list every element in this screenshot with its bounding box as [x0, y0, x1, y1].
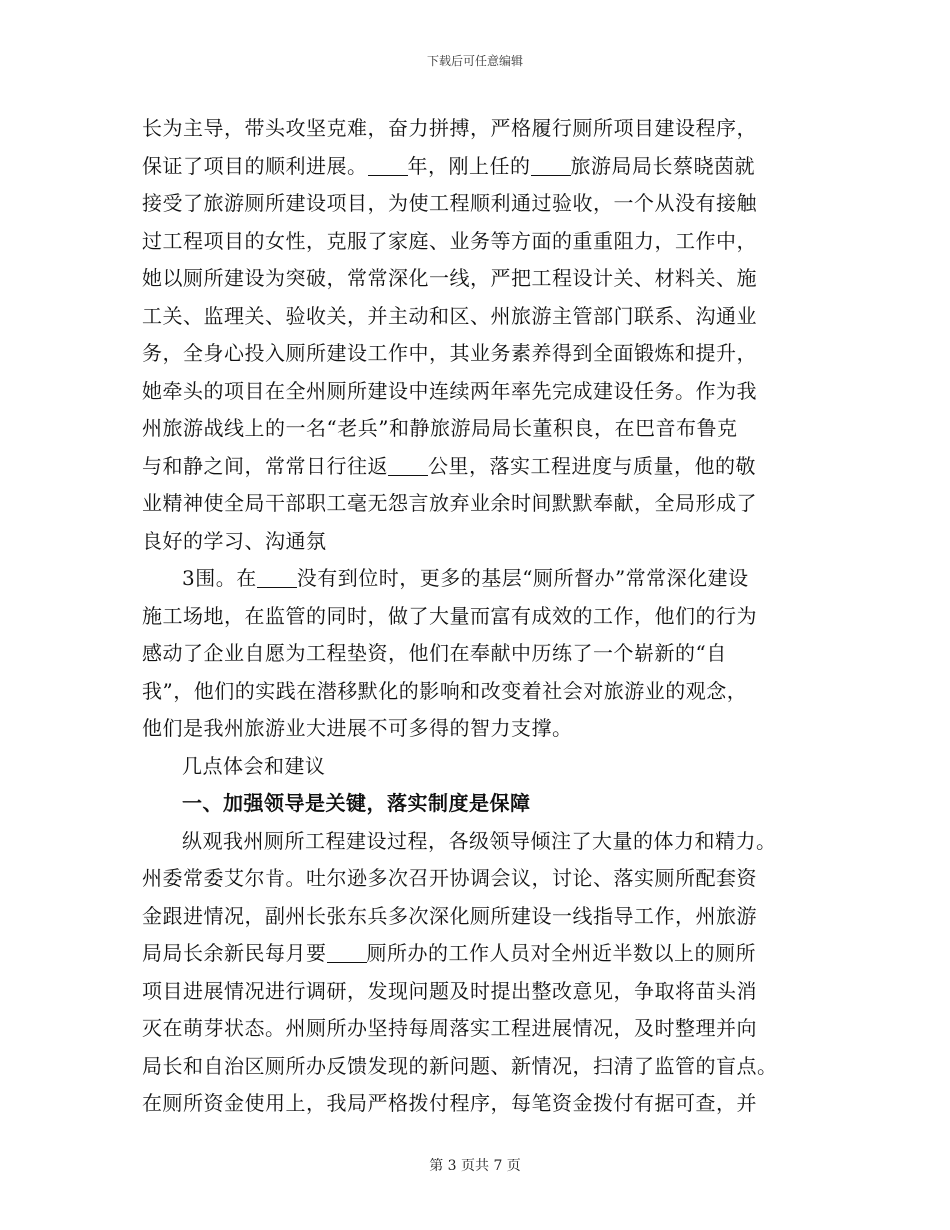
text-line: [142, 260, 822, 298]
text-run: 项目进展情况进行调研，发现问题及时提出整改意见，争取将苗头消: [142, 978, 757, 1003]
text-run: 保证了项目的顺利进展。: [142, 153, 368, 178]
text-line: [142, 485, 822, 523]
text-run: 局长和自治区厕所办反馈发现的新问题、新情况，扫清了监管的盲点。: [142, 1053, 778, 1078]
fill-in-blank: [531, 155, 571, 176]
text-run: 公里，落实工程进度与质量，他的敬: [428, 453, 756, 478]
text-run: 务，全身心投入厕所建设工作中，其业务素养得到全面锻炼和提升，: [142, 341, 757, 365]
fill-in-blank: [257, 567, 297, 588]
text-line: [142, 860, 822, 898]
text-line: [142, 898, 822, 936]
text-line: [142, 373, 822, 411]
text-line: [142, 148, 822, 186]
text-run: 局局长余新民每月要: [142, 941, 327, 965]
text-run: 没有到位时，更多的基层“厕所督办”常常深化建设: [296, 566, 749, 590]
text-run: 旅游局局长蔡晓茵就: [570, 153, 755, 178]
text-line: [142, 710, 822, 748]
text-line: [142, 523, 822, 561]
text-run: 州旅游战线上的一名“老兵”和静旅游局局长董积良，在巴音布鲁克: [142, 416, 738, 440]
text-run: 3围。在: [182, 566, 257, 590]
text-line: [142, 973, 822, 1011]
text-run: 州委常委艾尔肯。吐尔逊多次召开协调会议，讨论、落实厕所配套资: [142, 866, 757, 890]
text-line: [142, 448, 822, 486]
text-line: [142, 1085, 822, 1123]
text-run: 长为主导，带头攻坚克难，奋力拼搏，严格履行厕所项目建设程序，: [142, 116, 757, 140]
fill-in-blank: [327, 942, 367, 963]
text-run: 几点体会和建议: [182, 753, 326, 778]
text-run: 施工场地，在监管的同时，做了大量而富有成效的工作，他们的行为: [142, 603, 757, 628]
text-run: 接受了旅游厕所建设项目，为使工程顺利通过验收，一个从没有接触: [142, 191, 757, 215]
text-line: [142, 223, 822, 261]
text-run: 他们是我州旅游业大进展不可多得的智力支撑。: [142, 716, 573, 740]
text-line: [142, 335, 822, 373]
page-header: 下载后可任意编辑: [426, 54, 523, 68]
text-run: 厕所办的工作人员对全州近半数以上的厕所: [366, 941, 756, 965]
fill-in-blank: [388, 455, 428, 476]
document-body: [142, 110, 822, 1123]
text-line: [142, 298, 822, 336]
text-run: 一、加强领导是关键，落实制度是保障: [182, 791, 531, 815]
text-run: 良好的学习、沟通氛: [142, 528, 327, 553]
text-line: [142, 823, 822, 861]
text-run: 灭在萌芽状态。州厕所办坚持每周落实工程进展情况，及时整理并向: [142, 1016, 757, 1040]
text-line: [142, 673, 822, 711]
text-line: [142, 598, 822, 636]
text-line: [142, 635, 822, 673]
text-run: 她牵头的项目在全州厕所建设中连续两年率先完成建设任务。作为我: [142, 378, 757, 403]
text-run: 她以厕所建设为突破，常常深化一线，严把工程设计关、材料关、施: [142, 266, 757, 290]
text-run: 感动了企业自愿为工程垫资，他们在奉献中历练了一个崭新的“自: [142, 641, 727, 665]
text-run: 金跟进情况，副州长张东兵多次深化厕所建设一线指导工作，州旅游: [142, 903, 757, 928]
text-run: 纵观我州厕所工程建设过程，各级领导倾注了大量的体力和精力。: [182, 828, 777, 853]
section-heading: [142, 785, 822, 823]
page-footer: 第 3 页共 7 页: [429, 1158, 521, 1174]
text-run: 与和静之间，常常日行往返: [142, 453, 388, 478]
fill-in-blank: [368, 155, 408, 176]
text-run: 工关、监理关、验收关，并主动和区、州旅游主管部门联系、沟通业: [142, 303, 757, 328]
text-run: 年，刚上任的: [407, 153, 531, 178]
text-line: [142, 1010, 822, 1048]
text-run: 在厕所资金使用上，我局严格拨付程序，每笔资金拨付有据可查，并: [142, 1091, 757, 1115]
text-run: 业精神使全局干部职工毫无怨言放弃业余时间默默奉献，全局形成了: [142, 491, 757, 515]
text-line: [142, 1048, 822, 1086]
text-line: [142, 560, 822, 598]
text-line: [142, 410, 822, 448]
text-line: [142, 185, 822, 223]
text-run: 我”，他们的实践在潜移默化的影响和改变着社会对旅游业的观念，: [142, 678, 748, 703]
text-line: [142, 110, 822, 148]
text-run: 过工程项目的女性，克服了家庭、业务等方面的重重阻力，工作中，: [142, 228, 757, 253]
text-line: [142, 748, 822, 786]
text-line: [142, 935, 822, 973]
